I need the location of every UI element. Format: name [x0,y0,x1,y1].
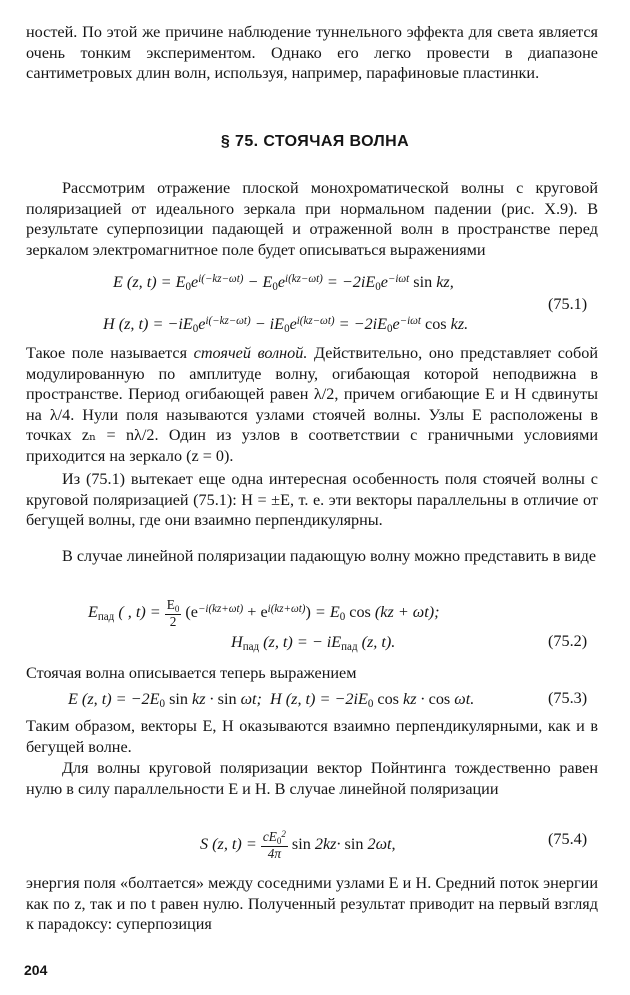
paragraph-2 [26,343,598,467]
equation-75-4: S (z, t) = $\frac{cE_0^2}{4\pi}$ sin 2kz· sin 2ωt, [200,828,396,861]
equation-75-1-line-2: H (z, $t) = -iE_0e^{i(-kz-\omega t)} - iE_0e^{i(kz-\omega t)} = -2iE_0e^{-i\omega t}$ cos kz. [103,315,469,336]
equation-75-1-line-1: E (z, $t) = E_0e^{i(-kz-\omega t)} - E_0e^{i(kz-\omega t)} = -2iE_0e^{-i\omega t}$ sin kz, [113,273,454,294]
paragraph-2-emphasis: стоячей волной. [193,344,308,362]
paragraph-3: Из (75.1) вытекает еще одна интересная особенность поля стоячей волны с круговой поляризацией (75.1): H = ±E, т. е. эти векторы параллельны в отличие от бегущей волны, где они взаимно перпендикулярны. [26,470,598,530]
paragraph-2-rest: Действительно, оно представляет собой модулированную по амплитуде волну, огибающая которой неподвижна в пространстве. Период огибающей равен λ/2, причем огибающие E и H сдвинуты на λ/4. Нули поля называются узлами стоячей волны. Узлы E расположены в точках zₙ = nλ/2. Один из узлов в соответствии с граничными условиями приходится на зеркало (z = 0). [26,344,598,465]
paragraph-6: Таким образом, векторы E, H оказываются взаимно перпендикулярными, как и в бегущей волне. [26,717,598,756]
page-number: 204 [24,962,48,978]
equation-75-2-line-1: $E_{пад}$ ( , t) = $\frac{E_0}{2}$ $(e^{-i(kz+\omega t)} + e^{i(kz+\omega t)}) = E_0$ cos (kz + ωt); [88,597,440,629]
equation-75-4-number: (75.4) [548,830,588,848]
paragraph-4: В случае линейной поляризации падающую волну можно представить в виде [62,547,597,565]
equation-75-2-line-2: $H_{пад}$ (z, t) = − $iE_{пад}$ (z, t). [231,633,396,654]
paragraph-5: Стоячая волна описывается теперь выражением [26,664,357,682]
paragraph-1: Рассмотрим отражение плоской монохроматической волны с круговой поляризацией от идеального зеркала при нормальном падении (рис. X.9). В результате суперпозиции падающей и отраженной волн в пространстве перед зеркалом электромагнитное поле будет описываться выражениями [26,179,598,259]
paragraph-7: Для волны круговой поляризации вектор Пойнтинга тождественно равен нулю в силу параллельности E и H. В случае линейной поляризации [26,759,598,798]
paragraph-8: энергия поля «болтается» между соседними узлами E и H. Средний поток энергии как по z, так и по t равен нулю. Полученный результат приводит на первый взгляд к парадоксу: суперпозиция [26,874,598,934]
equation-75-1-number: (75.1) [548,295,588,313]
paragraph-2-start: Такое поле называется [26,344,194,362]
equation-75-3-number: (75.3) [548,689,588,707]
equation-75-3: E (z, $t) = -2E_0$ sin kz · sin ωt; H (z, $t) = -2iE_0$ cos kz · cos ωt. [68,690,475,711]
top-paragraph: ностей. По этой же причине наблюдение туннельного эффекта для света является очень тонким экспериментом. Однако его легко провести в диапазоне сантиметровых длин волн, используя, например, парафиновые пластинки. [26,23,598,83]
equation-75-2-number: (75.2) [548,632,588,650]
section-heading: § 75. СТОЯЧАЯ ВОЛНА [220,133,410,150]
